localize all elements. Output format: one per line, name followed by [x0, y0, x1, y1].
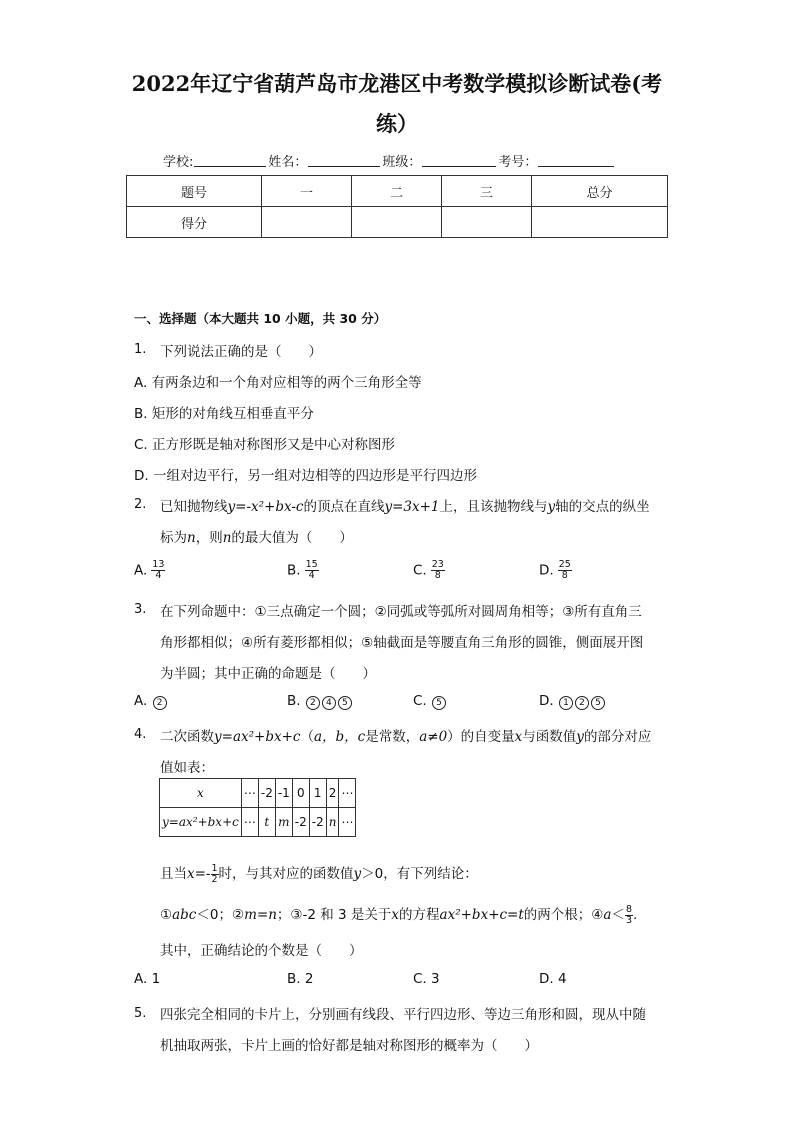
math-expression: m=n: [244, 907, 277, 923]
circled-number: 5: [432, 696, 446, 710]
name-label: 姓名：: [268, 155, 308, 170]
school-blank: [194, 154, 266, 167]
text-fragment: ＞0，有下列结论：: [361, 866, 478, 882]
table-cell: [326, 808, 339, 837]
score-cell: [532, 207, 668, 238]
table-cell: 2: [326, 779, 339, 808]
question-text-line1: 在下列命题中：①三点确定一个圆；②同弧或等弧所对圆周角相等；③所有直角三: [160, 604, 642, 620]
table-cell: [160, 808, 242, 837]
text-fragment: 标为: [160, 530, 187, 546]
text-fragment: .: [633, 907, 638, 923]
math-variable: y: [547, 499, 556, 515]
table-cell: 0: [292, 779, 309, 808]
fraction: [151, 560, 165, 581]
fraction-denominator: 8: [561, 570, 568, 581]
text-fragment: ）的自变量: [447, 729, 515, 745]
section-heading: 一、选择题（本大题共 10 小题，共 30 分）: [134, 311, 387, 326]
option-a: A. 1: [134, 971, 161, 987]
math-expression: abc: [172, 907, 197, 923]
score-cell: [442, 207, 532, 238]
option-label: B.: [287, 562, 301, 579]
option-c: C. 正方形既是轴对称图形又是中心对称图形: [134, 437, 396, 453]
name-blank: [308, 154, 380, 167]
class-label: 班级：: [382, 155, 422, 170]
circled-number: 2: [306, 696, 320, 710]
question-text-line2: 角形都相似；④所有菱形都相似；⑤轴截面是等腰直角三角形的圆锥，侧面展开图: [160, 635, 644, 651]
exam-title-line1: 2022年辽宁省葫芦岛市龙港区中考数学模拟诊断试卷(考: [131, 71, 663, 96]
question-number: 2.: [134, 497, 147, 512]
score-table-header-row: [127, 176, 668, 207]
option-a: [134, 560, 165, 581]
text-fragment: ，则: [195, 530, 223, 546]
math-variable: n: [187, 530, 196, 546]
table-cell: [160, 779, 242, 808]
score-header-cell: 题号: [127, 176, 262, 207]
option-d: D. 4: [539, 971, 567, 987]
option-label: C.: [413, 562, 427, 579]
text-fragment: ＜: [611, 907, 625, 923]
question-text-line2: 机抽取两张，卡片上画的恰好都是轴对称图形的概率为（ ）: [160, 1038, 538, 1054]
option-c: C. 3: [413, 971, 440, 987]
circled-number: 4: [322, 696, 336, 710]
option-label: A.: [134, 693, 148, 709]
text-fragment: （: [300, 729, 314, 745]
option-b: B. 矩形的对角线互相垂直平分: [134, 406, 314, 422]
math-variable: y: [576, 729, 584, 745]
fraction: [431, 560, 445, 581]
math-variable: t: [264, 815, 270, 829]
text-fragment: 的部分对应: [583, 729, 652, 745]
function-value-table: [159, 778, 356, 837]
table-cell: [258, 808, 275, 837]
text-fragment: 且当: [160, 866, 187, 882]
math-expression: y=ax²+bx+c: [162, 815, 239, 829]
math-expression: a≠0: [419, 729, 448, 745]
student-info-row: [163, 151, 616, 170]
score-row-label: 得分: [127, 207, 262, 238]
option-b: [287, 693, 353, 710]
text-fragment: 上，且该抛物线与: [439, 499, 548, 515]
table-row: [160, 779, 356, 808]
fraction-denominator: 4: [308, 570, 315, 581]
math-variable: y: [353, 866, 362, 882]
question-prompt: 其中，正确结论的个数是（ ）: [160, 943, 363, 959]
option-label: C.: [413, 693, 427, 709]
text-fragment: 与函数值: [522, 729, 577, 745]
math-expression: y=3x+1: [384, 499, 440, 515]
conclusions-line: [160, 903, 637, 926]
math-variable: n: [328, 815, 337, 829]
math-expression: y=-x²+bx-c: [227, 499, 304, 515]
math-variable: x: [391, 907, 400, 923]
circled-number: 5: [591, 696, 605, 710]
option-c: [413, 693, 447, 710]
option-d: [539, 693, 606, 710]
table-row: [160, 808, 356, 837]
table-cell: [275, 808, 292, 837]
question-number: 3.: [134, 602, 147, 617]
question-text-line2: [160, 526, 353, 546]
fraction: [625, 905, 633, 926]
question-text-line3: 为半圆；其中正确的命题是（ ）: [160, 666, 376, 682]
table-cell: -2: [309, 808, 326, 837]
fraction-denominator: 3: [625, 914, 633, 926]
text-fragment: 二次函数: [160, 729, 214, 745]
circled-number: 2: [575, 696, 589, 710]
score-header-cell: 总分: [532, 176, 668, 207]
score-cell: [352, 207, 442, 238]
table-cell: -2: [258, 779, 275, 808]
table-cell: ⋯: [241, 808, 258, 837]
number-label: 考号：: [498, 155, 538, 170]
question-number: 5.: [134, 1006, 147, 1021]
score-header-cell: 二: [352, 176, 442, 207]
question-text-line1: [160, 725, 651, 745]
table-cell: ⋯: [339, 808, 356, 837]
text-fragment: 轴的交点的纵坐: [555, 499, 650, 515]
option-label: D.: [539, 693, 554, 709]
option-label: D.: [539, 562, 554, 579]
option-d: [539, 560, 572, 581]
text-fragment: 是常数，: [365, 729, 420, 745]
fraction-denominator: 8: [434, 570, 441, 581]
math-variable: x: [197, 786, 204, 800]
table-cell: -1: [275, 779, 292, 808]
question-text-line1: [160, 495, 650, 515]
option-b: B. 2: [287, 971, 314, 987]
fraction-numerator: 8: [625, 903, 633, 915]
number-blank: [538, 154, 614, 167]
score-header-cell: 一: [262, 176, 352, 207]
fraction-numerator: 13: [152, 559, 165, 570]
option-a: [134, 693, 168, 710]
text-fragment: 已知抛物线: [160, 499, 228, 515]
table-cell: 1: [309, 779, 326, 808]
condition-line: [160, 862, 478, 885]
question-number: 1.: [134, 342, 147, 357]
fraction: [558, 560, 572, 581]
text-fragment: 的方程: [399, 907, 440, 923]
math-variable: m: [278, 815, 290, 829]
option-a: A. 有两条边和一个角对应相等的两个三角形全等: [134, 375, 422, 391]
option-b: [287, 560, 319, 581]
question-text: 下列说法正确的是（ ）: [160, 344, 322, 360]
text-fragment: 时，与其对应的函数值: [218, 866, 354, 882]
fraction-denominator: 4: [155, 570, 162, 581]
text-fragment: ；③-2 和 3 是关于: [276, 907, 392, 923]
score-header-cell: 三: [442, 176, 532, 207]
circled-number: 2: [153, 696, 167, 710]
fraction: [305, 560, 319, 581]
fraction-numerator: 1: [211, 862, 218, 874]
math-variable: a: [603, 907, 612, 923]
fraction-numerator: 25: [558, 559, 571, 570]
text-fragment: 的顶点在直线: [303, 499, 385, 515]
score-table-score-row: [127, 207, 668, 238]
fraction: [211, 864, 219, 885]
table-cell: ⋯: [339, 779, 356, 808]
math-expression: a，b，c: [313, 729, 366, 745]
option-c: [413, 560, 445, 581]
math-expression: ax²+bx+c=t: [439, 907, 524, 923]
fraction-numerator: 23: [431, 559, 444, 570]
score-table: [126, 175, 668, 238]
option-label: B.: [287, 693, 301, 709]
math-variable: n: [222, 530, 232, 546]
circled-number: 5: [338, 696, 352, 710]
option-label: A.: [134, 562, 148, 579]
score-cell: [262, 207, 352, 238]
table-cell: -2: [292, 808, 309, 837]
text-fragment: 的两个根；④: [523, 907, 604, 923]
fraction-denominator: 2: [211, 873, 218, 885]
question-text-line2: 值如表：: [160, 760, 214, 776]
text-fragment: 的最大值为（ ）: [231, 530, 353, 546]
school-label: 学校:: [163, 155, 194, 170]
fraction-numerator: 15: [305, 559, 318, 570]
option-d: D. 一组对边平行，另一组对边相等的四边形是平行四边形: [134, 468, 477, 484]
math-variable: x: [514, 729, 523, 745]
exam-title-line2: 练）: [376, 111, 418, 136]
question-text-line1: 四张完全相同的卡片上，分别画有线段、平行四边形、等边三角形和圆，现从中随: [160, 1007, 646, 1023]
text-fragment: ①: [160, 907, 173, 923]
math-expression: y=ax²+bx+c: [214, 729, 301, 745]
circled-number: 1: [559, 696, 573, 710]
question-number: 4.: [134, 727, 147, 742]
math-expression: x=-: [187, 866, 211, 882]
table-cell: ⋯: [241, 779, 258, 808]
text-fragment: ＜0；②: [196, 907, 245, 923]
class-blank: [422, 154, 496, 167]
